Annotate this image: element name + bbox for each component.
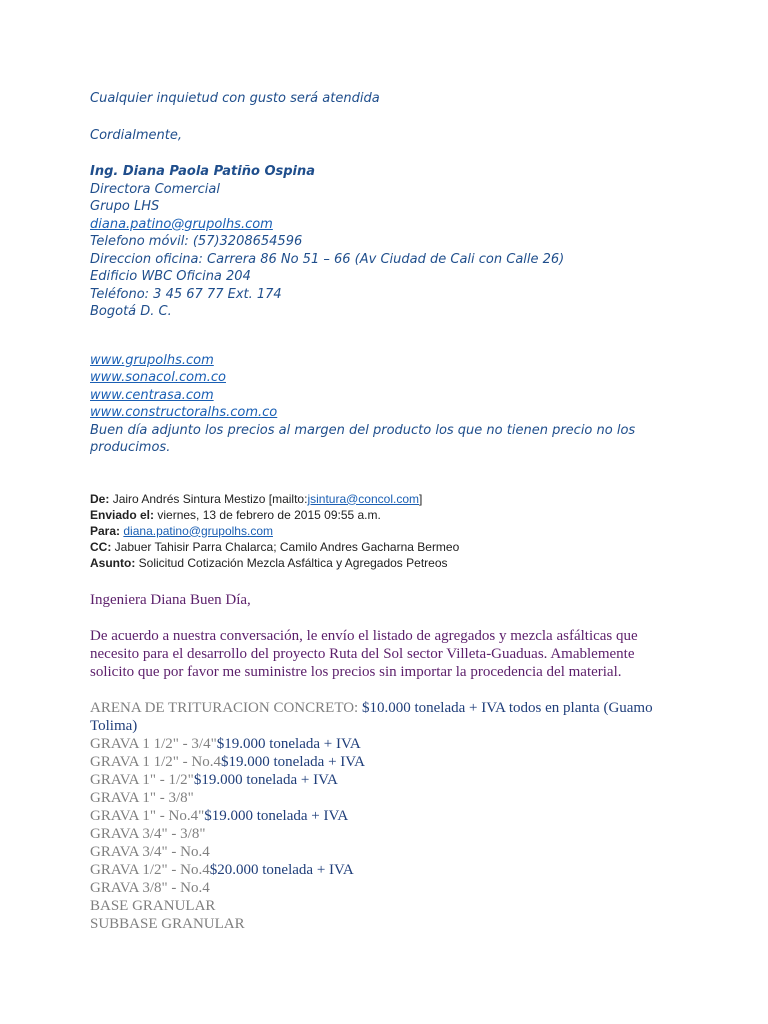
signature-title: Directora Comercial [90, 181, 220, 197]
header-to: Para: diana.patino@grupolhs.com [90, 523, 273, 538]
signature-mobile: Telefono móvil: (57)3208654596 [90, 234, 303, 249]
signature-block [90, 90, 690, 457]
signature-building: Edificio WBC Oficina 204 [90, 269, 251, 284]
signature-company: Grupo LHS [90, 199, 160, 214]
materials-list [90, 699, 690, 933]
list-item: GRAVA 1" - 1/2"$19.000 tonelada + IVA [90, 771, 338, 788]
email-body [90, 591, 690, 681]
reply-text-line-2: producimos. [90, 440, 171, 455]
link-sonacol[interactable]: www.sonacol.com.co [90, 370, 226, 385]
list-item: GRAVA 1" - No.4"$19.000 tonelada + IVA [90, 807, 349, 824]
closing-line: Cordialmente, [90, 127, 182, 143]
email-document [90, 90, 690, 933]
body-paragraph-line-3: solicito que por favor me suministre los precios sin importar la procedencia del material. [90, 663, 622, 680]
link-constructoralhs[interactable]: www.constructoralhs.com.co [90, 405, 278, 420]
list-item: GRAVA 3/8" - No.4 [90, 879, 210, 896]
list-item: Tolima) [90, 717, 138, 734]
signature-phone: Teléfono: 3 45 67 77 Ext. 174 [90, 286, 282, 302]
body-paragraph-line-2: necesito para el desarrollo del proyecto Ruta del Sol sector Villeta-Guaduas. Amablemente [90, 645, 635, 662]
list-item: BASE GRANULAR [90, 897, 216, 914]
body-paragraph-line-1: De acuerdo a nuestra conversación, le envío el listado de agregados y mezcla asfálticas que [90, 627, 638, 644]
list-item: GRAVA 1" - 3/8" [90, 789, 194, 806]
list-item: GRAVA 3/4" - No.4 [90, 843, 210, 860]
header-sent: Enviado el: viernes, 13 de febrero de 2015 09:55 a.m. [90, 507, 381, 522]
reply-text-line-1: Buen día adjunto los precios al margen del producto los que no tienen precio no los [90, 422, 636, 438]
list-item: GRAVA 1 1/2" - 3/4"$19.000 tonelada + IVA [90, 735, 361, 752]
greeting: Ingeniera Diana Buen Día, [90, 591, 251, 608]
list-item: ARENA DE TRITURACION CONCRETO: $10.000 tonelada + IVA todos en planta (Guamo [90, 699, 653, 716]
list-item: GRAVA 1 1/2" - No.4$19.000 tonelada + IVA [90, 753, 366, 770]
list-item: GRAVA 3/4" - 3/8" [90, 825, 206, 842]
signature-email-link[interactable]: diana.patino@grupolhs.com [90, 216, 273, 232]
link-centrasa[interactable]: www.centrasa.com [90, 387, 214, 403]
header-cc: CC: Jabuer Tahisir Parra Chalarca; Camilo Andres Gacharna Bermeo [90, 539, 460, 554]
link-grupolhs[interactable]: www.grupolhs.com [90, 352, 214, 368]
list-item: GRAVA 1/2" - No.4$20.000 tonelada + IVA [90, 861, 354, 878]
header-from: De: Jairo Andrés Sintura Mestizo [mailto:jsintura@concol.com] [90, 491, 423, 506]
forwarded-header [90, 491, 690, 571]
signature-city: Bogotá D. C. [90, 304, 172, 319]
signature-office-address: Direccion oficina: Carrera 86 No 51 – 66 (Av Ciudad de Cali con Calle 26) [90, 251, 565, 267]
signature-name: Ing. Diana Paola Patiño Ospina [90, 164, 316, 179]
header-subject: Asunto: Solicitud Cotización Mezcla Asfáltica y Agregados Petreos [90, 555, 448, 570]
list-item: SUBBASE GRANULAR [90, 915, 245, 932]
to-email-link[interactable]: diana.patino@grupolhs.com [123, 523, 273, 538]
intro-line: Cualquier inquietud con gusto será atendida [90, 91, 380, 106]
from-email-link[interactable]: jsintura@concol.com [307, 491, 419, 506]
